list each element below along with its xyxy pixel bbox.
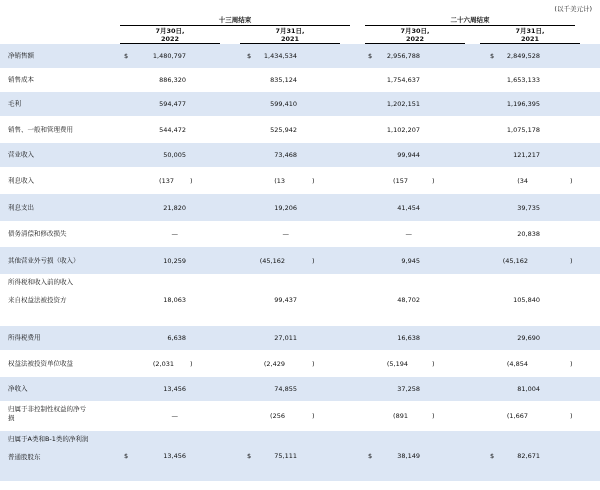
row-label: 归属于非控制性权益的净亏 损 — [8, 405, 86, 422]
value-cell: 27,011 — [274, 334, 297, 342]
value-cell: — — [171, 230, 178, 238]
closing-paren: ) — [190, 176, 193, 185]
closing-paren: ) — [312, 359, 315, 368]
value-cell: 2,849,528 — [506, 52, 540, 60]
closing-paren: ) — [312, 176, 315, 185]
closing-paren: ) — [432, 412, 435, 420]
value-cell: (256 — [270, 412, 285, 420]
table-row — [0, 326, 600, 350]
col-header-1: 7月30日, 2022 — [155, 27, 185, 44]
value-cell: 21,820 — [163, 203, 186, 212]
currency-symbol: $ — [247, 52, 252, 60]
value-cell: 50,005 — [163, 151, 186, 159]
row-label: 债务清偿和修改损失 — [8, 229, 67, 238]
col-header-4: 7月31日, 2021 — [515, 27, 545, 44]
value-cell: 81,004 — [517, 385, 540, 393]
table-row — [0, 247, 600, 274]
currency-symbol: $ — [368, 452, 373, 460]
value-cell: 99,437 — [274, 296, 297, 304]
table-row — [0, 44, 600, 68]
value-cell: 48,702 — [397, 296, 420, 304]
currency-symbol: $ — [368, 52, 373, 60]
value-cell: 544,472 — [159, 125, 186, 134]
closing-paren: ) — [312, 412, 315, 420]
value-cell: (13 — [274, 176, 285, 185]
value-cell: (157 — [393, 176, 408, 185]
value-cell: — — [405, 230, 412, 238]
value-cell: 1,075,178 — [506, 125, 540, 134]
value-cell: 16,638 — [397, 334, 420, 342]
value-cell: 1,653,133 — [506, 76, 540, 84]
value-cell: 121,217 — [513, 151, 540, 159]
table-row — [0, 350, 600, 377]
closing-paren: ) — [190, 359, 193, 368]
value-cell: (2,031 — [152, 359, 174, 368]
table-row — [0, 377, 600, 401]
closing-paren: ) — [432, 359, 435, 368]
value-cell: (891 — [393, 412, 408, 420]
value-cell: 29,690 — [517, 334, 540, 342]
currency-symbol: $ — [124, 52, 129, 60]
value-cell: 1,196,395 — [506, 100, 540, 108]
row-label: 权益法被投资单位收益 — [8, 359, 73, 368]
value-cell: 38,149 — [397, 452, 420, 460]
row-label: 净收入 — [8, 384, 28, 393]
row-label: 归属于A类和B-1类的净利润 普通股股东 — [8, 435, 89, 461]
table-row — [0, 221, 600, 247]
group-header-26-weeks: 二十六周结束 — [450, 16, 490, 24]
table-row — [0, 401, 600, 431]
value-cell: (137 — [159, 176, 174, 185]
value-cell: (2,429 — [263, 359, 285, 368]
value-cell: 20,838 — [517, 230, 540, 238]
row-label: 净销售额 — [8, 51, 34, 60]
value-cell: 599,410 — [270, 100, 297, 108]
value-cell: 39,735 — [517, 203, 540, 212]
closing-paren: ) — [312, 256, 315, 265]
currency-symbol: $ — [490, 52, 495, 60]
row-label: 营业收入 — [8, 150, 34, 159]
value-cell: 1,202,151 — [386, 100, 420, 108]
closing-paren: ) — [570, 256, 573, 265]
table-row — [0, 194, 600, 221]
closing-paren: ) — [432, 176, 435, 185]
value-cell: 835,124 — [270, 76, 297, 84]
value-cell: 18,063 — [163, 296, 186, 304]
group-rule-13-weeks — [120, 25, 350, 26]
value-cell: 37,258 — [397, 385, 420, 393]
col-header-3: 7月30日, 2022 — [400, 27, 430, 44]
closing-paren: ) — [570, 412, 573, 420]
row-label: 其他营业外亏损（收入） — [8, 256, 80, 265]
value-cell: — — [171, 412, 178, 420]
value-cell: (45,162 — [259, 256, 285, 265]
table-row — [0, 68, 600, 92]
row-label: 利息支出 — [8, 203, 34, 212]
row-label: 销售、一般和管理费用 — [8, 125, 73, 134]
value-cell: 13,456 — [163, 452, 186, 460]
value-cell: (4,854 — [506, 359, 528, 368]
table-row — [0, 92, 600, 116]
value-cell: 19,206 — [274, 203, 297, 212]
value-cell: 6,638 — [167, 334, 186, 342]
row-label: 销售成本 — [8, 75, 34, 84]
value-cell: 82,671 — [517, 452, 540, 460]
currency-symbol: $ — [124, 452, 129, 460]
value-cell: 9,945 — [401, 256, 420, 265]
value-cell: 594,477 — [159, 100, 186, 108]
group-header-13-weeks: 十三周结束 — [218, 16, 252, 24]
value-cell: 1,480,797 — [152, 52, 186, 60]
value-cell: 74,855 — [274, 385, 297, 393]
value-cell: 13,456 — [163, 385, 186, 393]
closing-paren: ) — [570, 359, 573, 368]
value-cell: (5,194 — [386, 359, 408, 368]
value-cell: 1,434,534 — [263, 52, 297, 60]
value-cell: 99,944 — [397, 151, 420, 159]
value-cell: 10,259 — [163, 256, 186, 265]
value-cell: 2,956,788 — [386, 52, 420, 60]
value-cell: 1,102,207 — [386, 125, 420, 134]
value-cell: (45,162 — [502, 256, 528, 265]
row-label: 所得税费用 — [8, 333, 41, 342]
currency-symbol: $ — [490, 452, 495, 460]
value-cell: (1,667 — [506, 412, 528, 420]
table-row — [0, 431, 600, 481]
value-cell: 41,454 — [397, 203, 420, 212]
row-label: 利息收入 — [8, 176, 34, 185]
unit-note: (以千美元计) — [554, 5, 592, 13]
value-cell: 75,111 — [274, 452, 297, 460]
row-label: 所得税和收入前的收入 来自权益法被投资方 — [8, 278, 73, 304]
value-cell: 886,320 — [159, 76, 186, 84]
table-row — [0, 116, 600, 143]
table-row — [0, 143, 600, 167]
value-cell: 73,468 — [274, 151, 297, 159]
closing-paren: ) — [570, 176, 573, 185]
value-cell: 1,754,637 — [386, 76, 420, 84]
table-row — [0, 274, 600, 326]
value-cell: (34 — [517, 176, 528, 185]
col-header-2: 7月31日, 2021 — [275, 27, 305, 44]
row-label: 毛利 — [8, 99, 21, 108]
value-cell: 525,942 — [270, 125, 297, 134]
value-cell: 105,840 — [513, 296, 540, 304]
table-row — [0, 167, 600, 194]
currency-symbol: $ — [247, 452, 252, 460]
statement-table — [0, 44, 600, 481]
value-cell: — — [282, 230, 289, 238]
group-rule-26-weeks — [365, 25, 575, 26]
